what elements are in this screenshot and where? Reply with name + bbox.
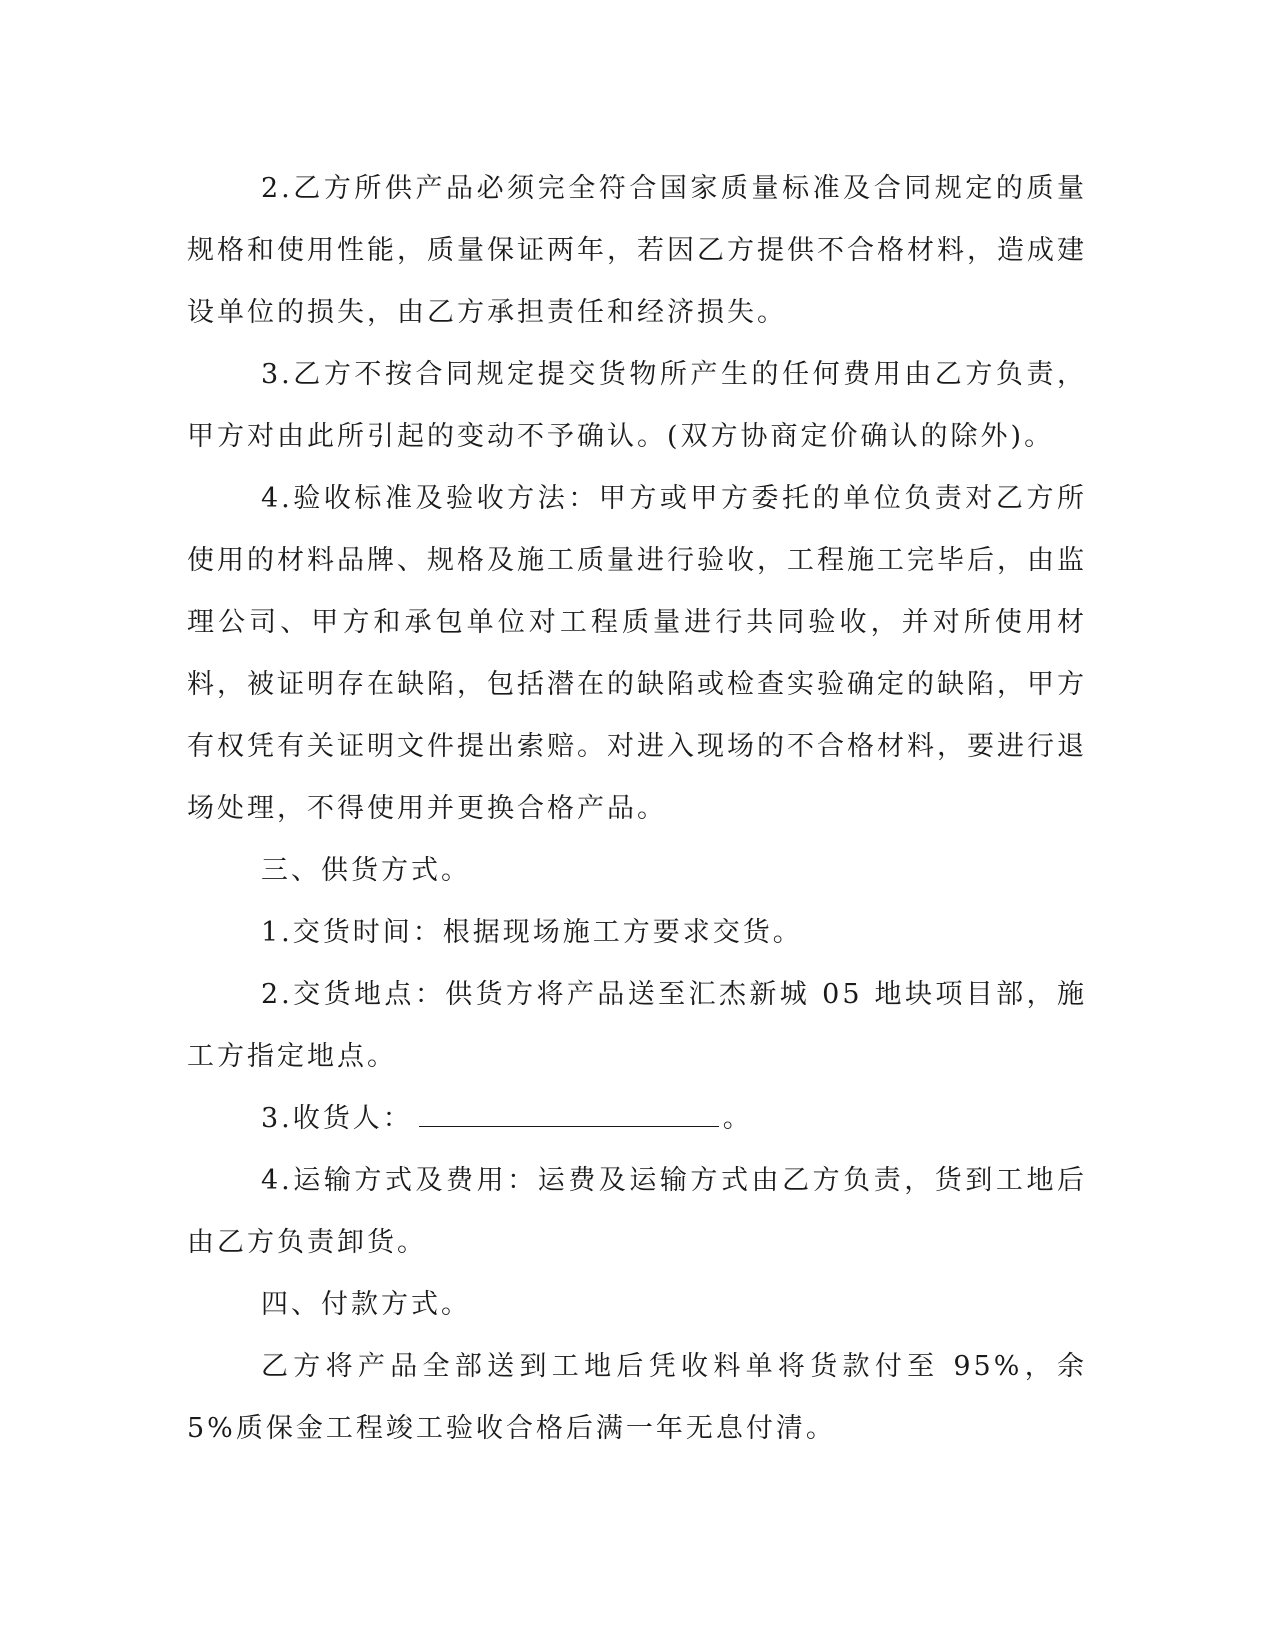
receiver-blank-field[interactable] [419, 1106, 719, 1127]
receiver-end-punctuation: 。 [722, 1103, 753, 1134]
clause-delivery-location: 2.交货地点：供货方将产品送至汇杰新城 05 地块项目部，施工方指定地点。 [187, 979, 1087, 1072]
clause-payment-terms: 乙方将产品全部送到工地后凭收料单将货款付至 95%，余 5%质保金工程竣工验收合格后满一年无息付清。 [187, 1351, 1087, 1444]
section-payment-method-heading: 四、付款方式。 [261, 1289, 471, 1320]
document-body [187, 158, 1087, 1460]
clause-3-fees: 3.乙方不按合同规定提交货物所产生的任何费用由乙方负责，甲方对由此所引起的变动不予确认。(双方协商定价确认的除外)。 [187, 359, 1087, 452]
clause-4-acceptance: 4.验收标准及验收方法：甲方或甲方委托的单位负责对乙方所使用的材料品牌、规格及施工质量进行验收，工程施工完毕后，由监理公司、甲方和承包单位对工程质量进行共同验收，并对所使用材料，被证明存在缺陷，包括潜在的缺陷或检查实验确定的缺陷，甲方有权凭有关证明文件提出索赔。对进入现场的不合格材料，要进行退场处理，不得使用并更换合格产品。 [187, 483, 1087, 824]
clause-receiver [187, 1088, 1087, 1150]
clause-delivery-time: 1.交货时间：根据现场施工方要求交货。 [261, 917, 803, 948]
clause-2-quality: 2.乙方所供产品必须完全符合国家质量标准及合同规定的质量规格和使用性能，质量保证两年，若因乙方提供不合格材料，造成建设单位的损失，由乙方承担责任和经济损失。 [187, 173, 1087, 328]
clause-transport: 4.运输方式及费用：运费及运输方式由乙方负责，货到工地后由乙方负责卸货。 [187, 1165, 1087, 1258]
receiver-label: 3.收货人： [261, 1103, 413, 1134]
section-supply-method-heading: 三、供货方式。 [261, 855, 471, 886]
